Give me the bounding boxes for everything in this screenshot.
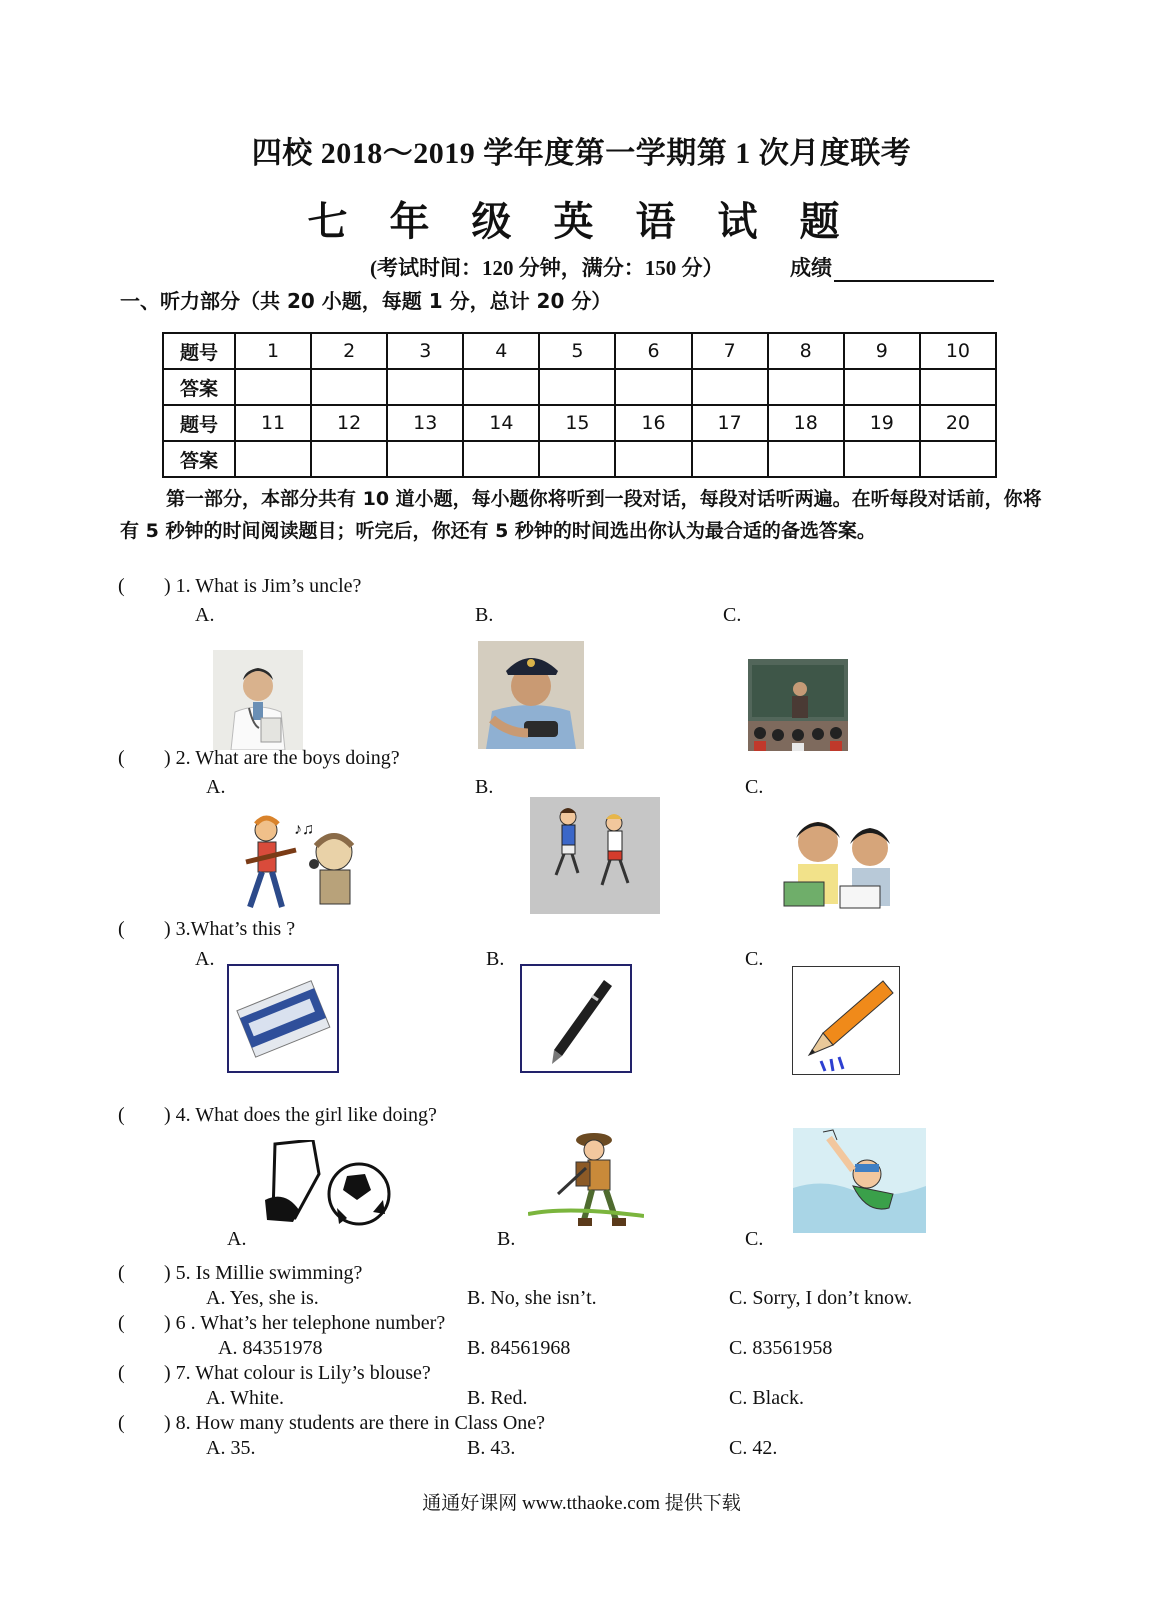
answer-table bbox=[162, 332, 997, 478]
question-no: 15 bbox=[539, 405, 615, 441]
question-no: 7 bbox=[692, 333, 768, 369]
policeman-image bbox=[478, 641, 584, 749]
question-no: 13 bbox=[387, 405, 463, 441]
label-answer: 答案 bbox=[163, 369, 235, 405]
answer-paren[interactable]: ( bbox=[118, 1362, 125, 1384]
q6-option-b: B. 84561968 bbox=[467, 1337, 571, 1359]
answer-cell[interactable] bbox=[311, 369, 387, 405]
answer-paren[interactable]: ( bbox=[118, 747, 125, 769]
footer-source: 通通好课网 www.tthaoke.com 提供下载 bbox=[422, 1493, 741, 1514]
question-no: 2 bbox=[311, 333, 387, 369]
section-title: 一、听力部分（共 20 小题，每题 1 分，总计 20 分） bbox=[120, 289, 612, 313]
answer-cell[interactable] bbox=[615, 441, 691, 477]
question-no: 20 bbox=[920, 405, 996, 441]
score-blank[interactable] bbox=[834, 258, 994, 282]
answer-paren[interactable]: ( bbox=[118, 575, 125, 597]
label-question-no: 题号 bbox=[163, 333, 235, 369]
swimming-girl-image bbox=[793, 1128, 926, 1233]
answer-cell[interactable] bbox=[768, 441, 844, 477]
answer-cell[interactable] bbox=[768, 369, 844, 405]
answer-cell[interactable] bbox=[844, 369, 920, 405]
answer-cell[interactable] bbox=[539, 441, 615, 477]
answer-cell[interactable] bbox=[920, 369, 996, 405]
hiking-girl-image bbox=[528, 1128, 644, 1238]
option-a-label: A. bbox=[195, 948, 215, 970]
option-c-label: C. bbox=[745, 1228, 764, 1250]
option-b-label: B. bbox=[475, 604, 494, 626]
eraser-image bbox=[227, 964, 339, 1073]
question-2: ) 2. What are the boys doing? bbox=[164, 747, 400, 769]
table-row bbox=[163, 369, 996, 405]
answer-cell[interactable] bbox=[463, 369, 539, 405]
table-row bbox=[163, 441, 996, 477]
question-no: 17 bbox=[692, 405, 768, 441]
option-b-label: B. bbox=[486, 948, 505, 970]
option-c-label: C. bbox=[745, 948, 764, 970]
answer-cell[interactable] bbox=[539, 369, 615, 405]
answer-cell[interactable] bbox=[692, 369, 768, 405]
option-a-label: A. bbox=[206, 776, 226, 798]
football-image bbox=[255, 1140, 395, 1235]
question-7: ) 7. What colour is Lily’s blouse? bbox=[164, 1362, 431, 1384]
q8-option-a: A. 35. bbox=[206, 1437, 256, 1459]
question-no: 12 bbox=[311, 405, 387, 441]
q6-option-c: C. 83561958 bbox=[729, 1337, 833, 1359]
answer-cell[interactable] bbox=[387, 441, 463, 477]
answer-cell[interactable] bbox=[692, 441, 768, 477]
musicians-image bbox=[236, 812, 376, 916]
answer-cell[interactable] bbox=[387, 369, 463, 405]
question-no: 18 bbox=[768, 405, 844, 441]
doctor-image bbox=[213, 650, 303, 750]
q6-option-a: A. 84351978 bbox=[218, 1337, 323, 1359]
q5-option-a: A. Yes, she is. bbox=[206, 1287, 319, 1309]
answer-paren[interactable]: ( bbox=[118, 1104, 125, 1126]
question-no: 6 bbox=[615, 333, 691, 369]
pencil-image bbox=[792, 966, 900, 1075]
option-c-label: C. bbox=[723, 604, 742, 626]
instructions: 第一部分，本部分共有 10 道小题，每小题你将听到一段对话，每段对话听两遍。在听每段对话前，你将有 5 秒钟的时间阅读题目；听完后，你还有 5 秒钟的时间选出你认为最合适的备选答案。 bbox=[120, 488, 1042, 542]
q5-option-c: C. Sorry, I don’t know. bbox=[729, 1287, 913, 1309]
score-field bbox=[790, 252, 994, 282]
q8-option-b: B. 43. bbox=[467, 1437, 516, 1459]
pen-image bbox=[520, 964, 632, 1073]
score-label: 成绩 bbox=[790, 256, 832, 280]
question-6: ) 6 . What’s her telephone number? bbox=[164, 1312, 446, 1334]
answer-paren[interactable]: ( bbox=[118, 1412, 125, 1434]
running-boys-image bbox=[530, 797, 660, 914]
table-row bbox=[163, 333, 996, 369]
question-5: ) 5. Is Millie swimming? bbox=[164, 1262, 363, 1284]
question-1: ) 1. What is Jim’s uncle? bbox=[164, 575, 362, 597]
answer-cell[interactable] bbox=[311, 441, 387, 477]
exam-title: 四校 2018～2019 学年度第一学期第 1 次月度联考 bbox=[251, 137, 912, 170]
answer-cell[interactable] bbox=[844, 441, 920, 477]
question-no: 19 bbox=[844, 405, 920, 441]
answer-cell[interactable] bbox=[463, 441, 539, 477]
q7-option-c: C. Black. bbox=[729, 1387, 804, 1409]
table-row bbox=[163, 405, 996, 441]
option-b-label: B. bbox=[497, 1228, 516, 1250]
question-no: 9 bbox=[844, 333, 920, 369]
svg-text:♪♫: ♪♫ bbox=[294, 821, 314, 838]
exam-info: (考试时间：120 分钟，满分：150 分） bbox=[370, 256, 724, 280]
question-no: 16 bbox=[615, 405, 691, 441]
q7-option-b: B. Red. bbox=[467, 1387, 528, 1409]
answer-paren[interactable]: ( bbox=[118, 918, 125, 940]
question-8: ) 8. How many students are there in Class One? bbox=[164, 1412, 546, 1434]
exam-subtitle: 七 年 级 英 语 试 题 bbox=[307, 199, 856, 244]
answer-cell[interactable] bbox=[235, 441, 311, 477]
option-c-label: C. bbox=[745, 776, 764, 798]
answer-cell[interactable] bbox=[615, 369, 691, 405]
teacher-classroom-image bbox=[748, 659, 848, 751]
question-3: ) 3.What’s this ? bbox=[164, 918, 296, 940]
question-no: 10 bbox=[920, 333, 996, 369]
label-question-no: 题号 bbox=[163, 405, 235, 441]
answer-cell[interactable] bbox=[235, 369, 311, 405]
option-a-label: A. bbox=[195, 604, 215, 626]
reading-boys-image bbox=[774, 812, 910, 916]
option-a-label: A. bbox=[227, 1228, 247, 1250]
question-no: 8 bbox=[768, 333, 844, 369]
question-no: 14 bbox=[463, 405, 539, 441]
q7-option-a: A. White. bbox=[206, 1387, 284, 1409]
question-no: 5 bbox=[539, 333, 615, 369]
question-no: 1 bbox=[235, 333, 311, 369]
question-no: 4 bbox=[463, 333, 539, 369]
question-4: ) 4. What does the girl like doing? bbox=[164, 1104, 437, 1126]
label-answer: 答案 bbox=[163, 441, 235, 477]
q5-option-b: B. No, she isn’t. bbox=[467, 1287, 597, 1309]
question-no: 11 bbox=[235, 405, 311, 441]
question-no: 3 bbox=[387, 333, 463, 369]
answer-paren[interactable]: ( bbox=[118, 1312, 125, 1334]
q8-option-c: C. 42. bbox=[729, 1437, 778, 1459]
answer-cell[interactable] bbox=[920, 441, 996, 477]
answer-paren[interactable]: ( bbox=[118, 1262, 125, 1284]
option-b-label: B. bbox=[475, 776, 494, 798]
